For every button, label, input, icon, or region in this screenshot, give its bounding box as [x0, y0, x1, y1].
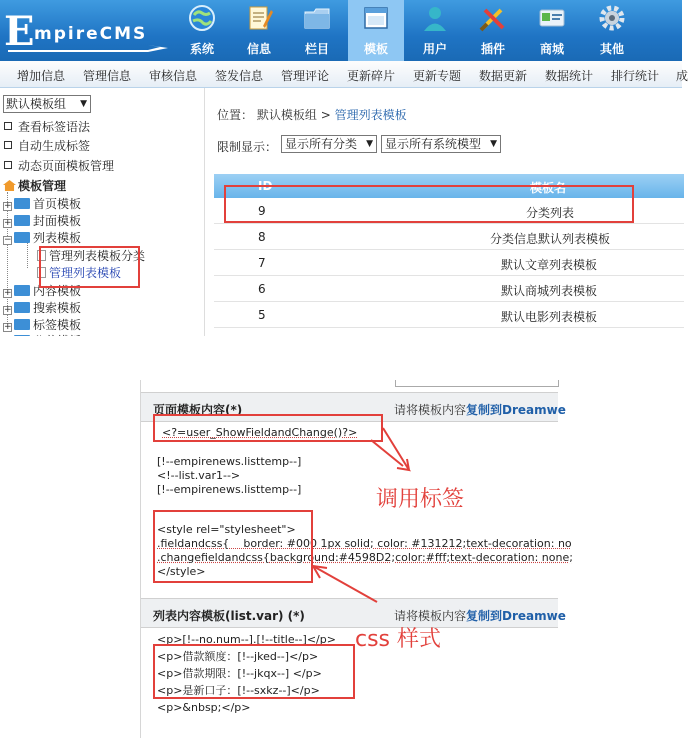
- table-row[interactable]: [214, 224, 684, 250]
- nav-label: 用户: [422, 42, 447, 56]
- tree-node-label: 内容模板: [33, 284, 82, 298]
- table-row[interactable]: [214, 250, 684, 276]
- top-header: [0, 0, 682, 61]
- nav-other[interactable]: [584, 0, 640, 61]
- nav-label: 其他: [599, 42, 624, 56]
- tree-node-label: 标签模板: [33, 318, 82, 332]
- tree-dynamic-page-template[interactable]: [4, 157, 114, 174]
- nav-label: 栏目: [304, 42, 329, 56]
- logo-letter: E: [4, 8, 35, 55]
- empirecms-logo[interactable]: [4, 8, 169, 55]
- expand-icon: +: [4, 218, 12, 228]
- highlight-box: [224, 185, 634, 223]
- nav-system[interactable]: [174, 0, 230, 61]
- notepad-icon: [245, 4, 273, 32]
- row-name[interactable]: 默认电影列表模板: [501, 310, 598, 324]
- tree-node-label: 列表模板: [33, 231, 82, 245]
- nav-info[interactable]: [231, 0, 287, 61]
- code-line: .fieldandcss{ border: #000 1px solid; color: #131212;text-decoration: no: [157, 537, 572, 550]
- globe-icon: [188, 4, 216, 32]
- page-template-label: 页面模板内容(*): [153, 403, 243, 417]
- code-line: <?=user_ShowFieldandChange()?>: [162, 426, 358, 439]
- copy-to-dreamweaver-link[interactable]: 复制到Dreamwe: [466, 403, 566, 417]
- home-icon: [3, 180, 16, 191]
- row-id: 5: [258, 308, 266, 322]
- folder-icon: [14, 285, 30, 296]
- nav-label: 系统: [189, 42, 214, 56]
- code-line: [!--empirenews.listtemp--]: [157, 483, 302, 496]
- tree-view-tag-syntax[interactable]: [4, 118, 90, 135]
- expand-icon: +: [4, 288, 12, 298]
- row-name[interactable]: 默认文章列表模板: [501, 258, 598, 272]
- dropdown-arrow-icon: ▼: [366, 139, 373, 149]
- tree-node-tag[interactable]: [3, 316, 81, 333]
- model-filter-select[interactable]: [381, 135, 501, 153]
- submenu-add-info[interactable]: 增加信息: [17, 69, 66, 83]
- breadcrumb-separator: >: [320, 108, 331, 122]
- nav-label: 插件: [480, 42, 505, 56]
- code-line: <p>借款额度：[!--jked--]</p>: [157, 650, 319, 663]
- main-pane: [206, 88, 682, 336]
- user-icon: [421, 4, 449, 32]
- copy-hint: [394, 401, 566, 418]
- copy-hint-text: 请将模板内容: [394, 609, 467, 623]
- breadcrumb-group[interactable]: 默认模板组: [256, 108, 317, 122]
- tree-item-label: 自动生成标签: [18, 139, 91, 153]
- folder-icon: [14, 302, 30, 313]
- window-icon: [362, 4, 390, 32]
- submenu-manage-info[interactable]: 管理信息: [83, 69, 132, 83]
- textarea-edge: [395, 380, 559, 387]
- class-filter-value: 显示所有分类: [285, 137, 358, 151]
- code-line: <!--list.var1-->: [157, 469, 241, 482]
- copy-hint-text: 请将模板内容: [394, 403, 467, 417]
- tools-icon: [479, 4, 507, 32]
- card-icon: [538, 4, 566, 32]
- copy-to-dreamweaver-link[interactable]: 复制到Dreamwe: [466, 609, 566, 623]
- breadcrumb-prefix: 位置：: [217, 108, 254, 122]
- nav-column[interactable]: [289, 0, 345, 61]
- tree-node-label: 搜索模板: [33, 301, 82, 315]
- tree-node-label: 首页模板: [33, 197, 82, 211]
- column-template-name: 模板名: [530, 181, 567, 195]
- row-id: 8: [258, 230, 266, 244]
- dropdown-arrow-icon: ▼: [490, 139, 497, 149]
- nav-shop[interactable]: [524, 0, 580, 61]
- table-row[interactable]: [214, 276, 684, 302]
- highlight-box-css: [153, 510, 313, 583]
- highlight-box: [39, 246, 140, 288]
- code-line: <p>&nbsp;</p>: [157, 701, 251, 714]
- expand-icon: +: [4, 322, 12, 332]
- tree-guide-line: [27, 243, 28, 268]
- submenu-review-info[interactable]: 审核信息: [149, 69, 198, 83]
- folder-icon: [14, 198, 30, 209]
- tree-node-cover[interactable]: [3, 212, 81, 229]
- folder-open-icon: [14, 232, 30, 243]
- code-line: .changefieldandcss{background:#4598D2;color:#fff;text-decoration: none;: [157, 551, 573, 564]
- submenu-sign-info[interactable]: 签发信息: [215, 69, 264, 83]
- code-line: <p>[!--no.num--].[!--title--]</p>: [157, 633, 336, 646]
- nav-label: 商城: [539, 42, 564, 56]
- row-id: 6: [258, 282, 266, 296]
- list-template-label: 列表内容模板(list.var) (*): [153, 609, 305, 623]
- expand-icon: +: [4, 305, 12, 315]
- tree-auto-generate-tag[interactable]: [4, 137, 90, 154]
- nav-plugin[interactable]: [465, 0, 521, 61]
- collapse-icon: −: [4, 235, 12, 245]
- row-name[interactable]: 分类信息默认列表模板: [490, 232, 611, 246]
- highlight-box-list-vars: [153, 644, 355, 699]
- gear-icon: [598, 4, 626, 32]
- row-name[interactable]: 默认商城列表模板: [501, 284, 598, 298]
- tree-root-label: 模板管理: [18, 179, 67, 193]
- folder-icon: [14, 215, 30, 226]
- tree-root-template-manage[interactable]: [3, 177, 66, 194]
- template-editor: [140, 380, 573, 738]
- square-bullet-icon: [4, 141, 12, 149]
- tree-leaf-label: 管理列表模板: [49, 266, 122, 280]
- tree-node-list[interactable]: [3, 229, 81, 246]
- filter-label: 限制显示：: [217, 140, 278, 154]
- column-id: ID: [258, 179, 273, 193]
- logo-swoosh: [8, 44, 168, 52]
- folder-icon: [303, 4, 331, 32]
- row-id: 7: [258, 256, 266, 270]
- submenu-update-fragments[interactable]: 更新碎片: [347, 69, 396, 83]
- submenu-more[interactable]: 成: [676, 69, 688, 83]
- logo-text: mpireCMS: [34, 24, 148, 44]
- annotation-tag-call: 调用标签: [376, 487, 465, 512]
- nav-label: 模板: [363, 42, 388, 56]
- expand-icon: +: [4, 201, 12, 211]
- template-tree: [0, 88, 205, 336]
- dropdown-arrow-icon: ▼: [80, 99, 87, 109]
- submenu-manage-comments[interactable]: 管理评论: [281, 69, 330, 83]
- square-bullet-icon: [4, 122, 12, 130]
- submenu-rank-stats[interactable]: 排行统计: [611, 69, 660, 83]
- class-filter-select[interactable]: [281, 135, 377, 153]
- breadcrumb-current[interactable]: 管理列表模板: [334, 108, 407, 122]
- tree-node-index[interactable]: [3, 195, 81, 212]
- submenu-update-topics[interactable]: 更新专题: [413, 69, 462, 83]
- breadcrumb: [217, 106, 407, 123]
- submenu-data-stats[interactable]: 数据统计: [545, 69, 594, 83]
- template-group-select[interactable]: [3, 95, 91, 113]
- model-filter-value: 显示所有系统模型: [385, 137, 482, 151]
- list-template-section-header: [141, 598, 566, 628]
- annotation-css-style: css 样式: [355, 627, 442, 652]
- image-gap: [0, 336, 682, 380]
- submenu-data-update[interactable]: 数据更新: [479, 69, 528, 83]
- row-name[interactable]: 分类列表: [526, 206, 575, 220]
- highlight-box-tag-call: [153, 414, 383, 442]
- table-row[interactable]: [214, 302, 684, 328]
- tree-node-label: 封面模板: [33, 214, 82, 228]
- template-group-value: 默认模板组: [6, 97, 67, 111]
- nav-user[interactable]: [407, 0, 463, 61]
- tree-node-search[interactable]: [3, 299, 81, 316]
- tree-item-label: 查看标签语法: [18, 120, 91, 134]
- sub-menu: [0, 61, 688, 88]
- code-line: </style>: [157, 565, 206, 578]
- nav-label: 信息: [246, 42, 271, 56]
- code-line: <p>借款期限：[!--jkqx--] </p>: [157, 667, 322, 680]
- folder-icon: [14, 319, 30, 330]
- row-id: 9: [258, 204, 266, 218]
- code-line: <p>是新口子：[!--sxkz--]</p>: [157, 684, 320, 697]
- square-bullet-icon: [4, 161, 12, 169]
- nav-template[interactable]: [348, 0, 404, 61]
- code-line: [!--empirenews.listtemp--]: [157, 455, 302, 468]
- tree-item-label: 动态页面模板管理: [18, 159, 115, 173]
- tree-leaf-label: 管理列表模板分类: [49, 249, 146, 263]
- code-line: <style rel="stylesheet">: [157, 523, 296, 536]
